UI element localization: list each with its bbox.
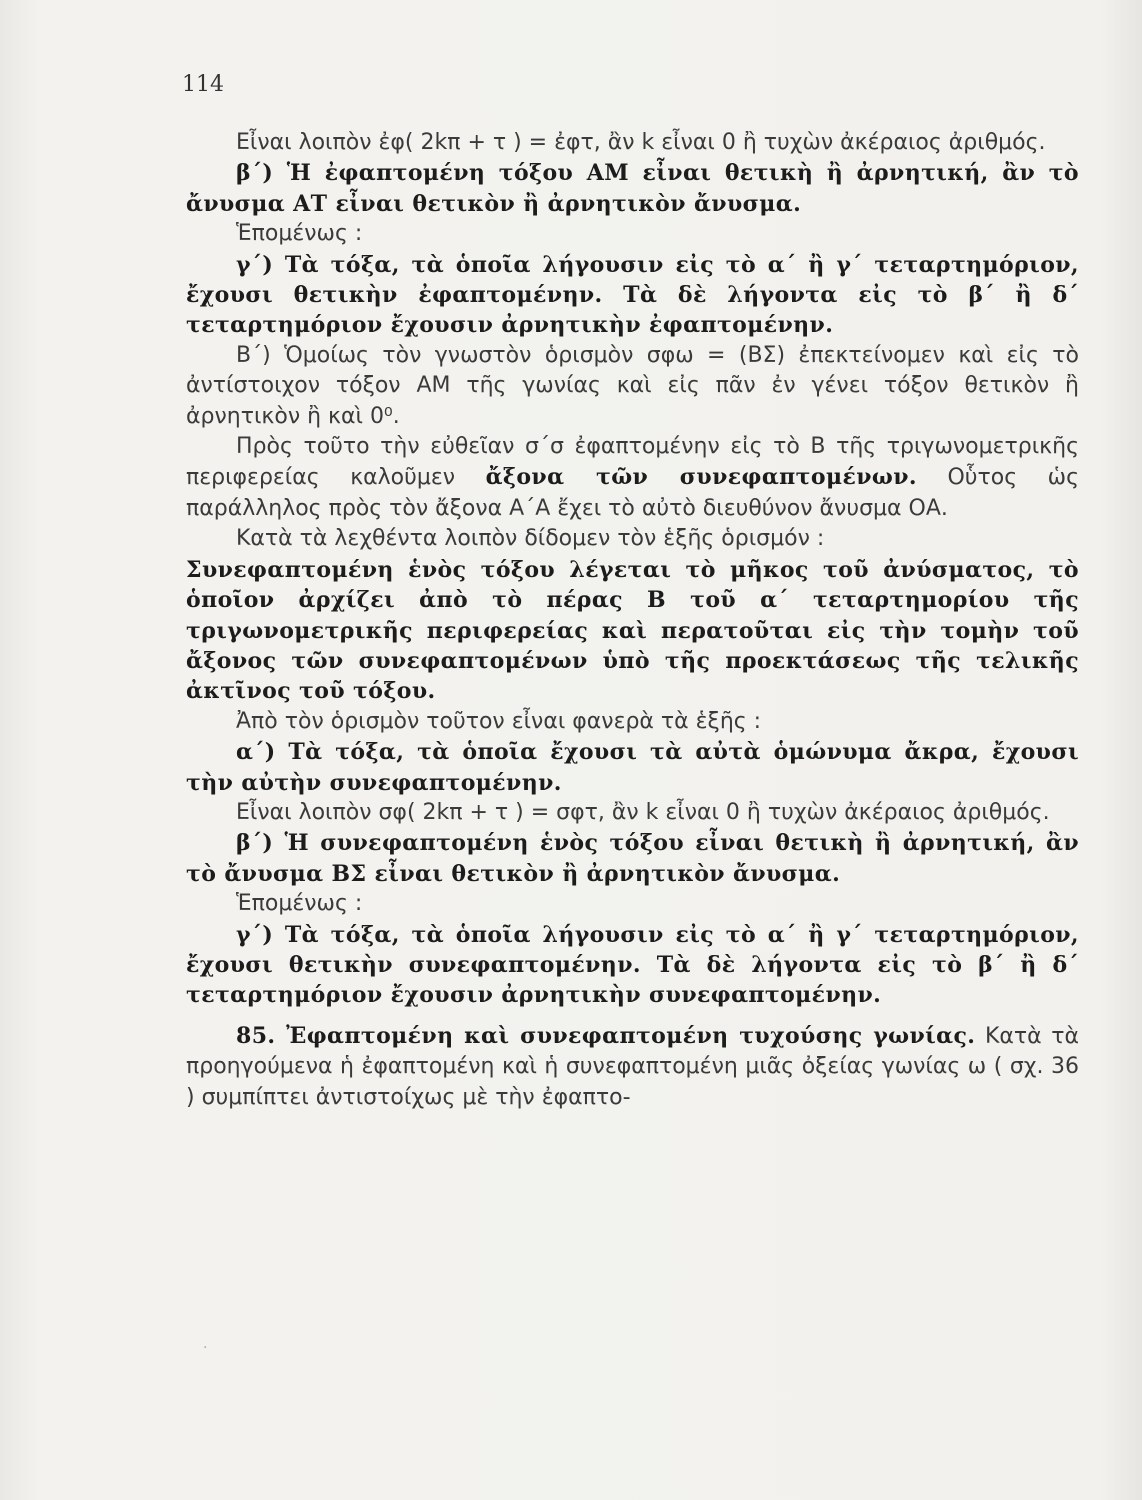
paragraph: γ΄) Τὰ τόξα, τὰ ὁποῖα λήγουσιν εἰς τὸ α΄ ἢ γ΄ τεταρτημόριον, ἔχουσι θετικὴν ἐφαπτομένην. Τὰ δὲ λήγοντα εἰς τὸ β΄ ἢ δ΄ τεταρτημόριον ἔχουσιν ἀρνητικὴν ἐφαπτομένην. [186,251,1079,339]
paragraph: β΄) Ἡ συνεφαπτομένη ἑνὸς τόξου εἶναι θετικὴ ἢ ἀρνητική, ἂν τὸ ἄνυσμα ΒΣ εἶναι θετικὸν ἢ ἀρνητικὸν ἄνυσμα. [186,830,1079,887]
paragraph-text: Κατὰ τὰ προηγούμενα ἡ ἐφαπτομένη καὶ ἡ συνεφαπτομένη μιᾶς ὀξείας γωνίας ω ( σχ. 36 ) συμπίπτει ἀντιστοίχως μὲ τὴν ἐφαπτο- [186,1023,1079,1110]
paragraph: Εἶναι λοιπὸν ἐφ( 2kπ + τ ) = ἐφτ, ἂν k εἶναι 0 ἢ τυχὼν ἀκέραιος ἀριθμός. [236,130,1046,155]
paragraph-text: Πρὸς τοῦτο τὴν εὐθεῖαν σ΄σ ἐφαπτομένην εἰς τὸ Β τῆς τριγωνομετρικῆς περιφερείας καλοῦμεν [186,434,1079,491]
term-definition: ἄξονα τῶν συνεφαπτομένων. [485,464,917,491]
definition-paragraph: Συνεφαπτομένη ἑνὸς τόξου λέγεται τὸ μῆκος τοῦ ἀνύσματος, τὸ ὁποῖον ἀρχίζει ἀπὸ τὸ πέρας Β τοῦ α΄ τεταρτημορίου τῆς τριγωνομετρικῆς περιφερείας καὶ περατοῦται εἰς τὴν τομὴν τοῦ ἄξονος τῶν συνεφαπτομένων ὑπὸ τῆς προεκτάσεως τῆς τελικῆς ἀκτῖνος τοῦ τόξου. [186,556,1079,705]
paragraph: Ἀπὸ τὸν ὁρισμὸν τοῦτον εἶναι φανερὰ τὰ ἑξῆς : [236,708,762,734]
paragraph [186,432,1079,524]
section-paragraph [186,1021,1079,1113]
paragraph: Εἶναι λοιπὸν σφ( 2kπ + τ ) = σφτ, ἂν k εἶναι 0 ἢ τυχὼν ἀκέραιος ἀριθμός. [236,799,1050,825]
paragraph: α΄) Τὰ τόξα, τὰ ὁποῖα ἔχουσι τὰ αὐτὰ ὁμώνυμα ἄκρα, ἔχουσι τὴν αὐτὴν συνεφαπτομένην. [186,739,1079,796]
paragraph: γ΄) Τὰ τόξα, τὰ ὁποῖα λήγουσιν εἰς τὸ α΄ ἢ γ΄ τεταρτημόριον, ἔχουσι θετικὴν συνεφαπτομένην. Τὰ δὲ λήγοντα εἰς τὸ β΄ ἢ δ΄ τεταρτημόριον ἔχουσιν ἀρνητικὴν συνεφαπτομένην. [186,921,1079,1009]
page-speck: · [203,1340,208,1356]
paragraph: β΄) Ἡ ἐφαπτομένη τόξου ΑΜ εἶναι θετικὴ ἢ ἀρνητική, ἂν τὸ ἄνυσμα ΑΤ εἶναι θετικὸν ἢ ἀρνητικὸν ἄνυσμα. [186,160,1079,217]
paragraph: Β΄) Ὁμοίως τὸν γνωστὸν ὁρισμὸν σφω = (ΒΣ) ἐπεκτείνομεν καὶ εἰς τὸ ἀντίστοιχον τόξον ΑΜ τῆς γωνίας καὶ εἰς πᾶν ἐν γένει τόξον θετικὸν ἢ ἀρνητικὸν ἢ καὶ 0⁰. [186,342,1079,429]
section-gap [186,1011,1079,1021]
paragraph-text: Οὗτος ὡς παράλληλος πρὸς τὸν ἄξονα Α΄Α ἔχει τὸ αὐτὸ διευθύνον ἄνυσμα ΟΑ. [186,465,1079,521]
body-text [186,128,1079,1113]
paragraph: Ἑπομένως : [236,221,363,247]
section-heading: 85. Ἐφαπτομένη καὶ συνεφαπτομένη τυχούσης γωνίας. [236,1022,976,1049]
page-number: 114 [182,72,224,97]
paragraph: Ἑπομένως : [236,891,363,917]
paragraph: Κατὰ τὰ λεχθέντα λοιπὸν δίδομεν τὸν ἑξῆς ὁρισμόν : [236,526,825,552]
